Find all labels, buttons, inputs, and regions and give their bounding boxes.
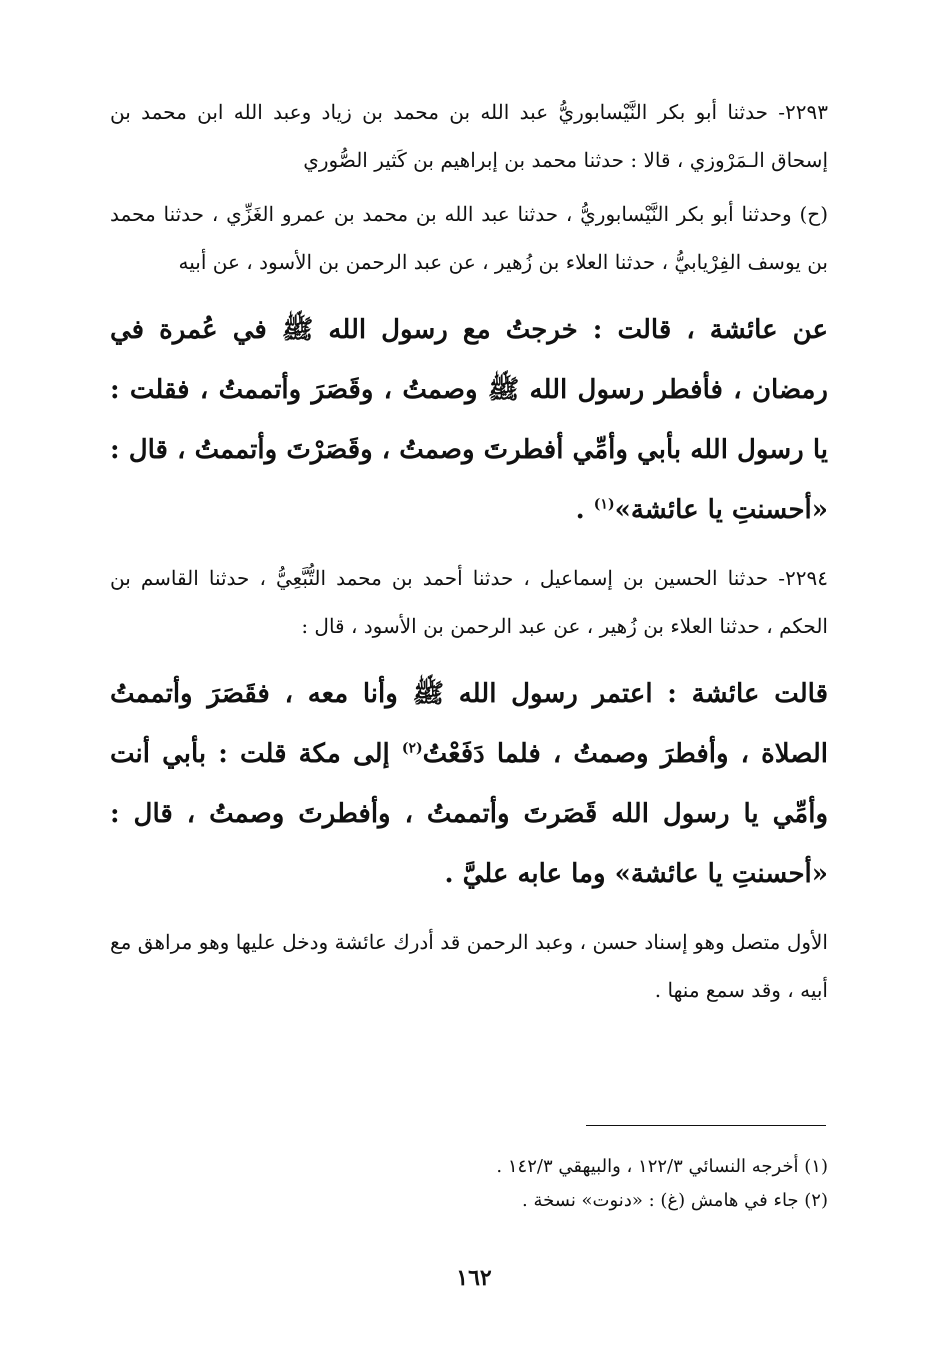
hadith-2293-matn xyxy=(110,300,828,540)
page-number: ١٦٢ xyxy=(456,1265,492,1291)
footnotes xyxy=(330,1150,828,1218)
footnote-divider xyxy=(586,1125,826,1126)
spacer xyxy=(110,650,828,664)
hadith-2293-isnad-2: (ح) وحدثنا أبو بكر النَّيْسابوريُّ ، حدثنا عبد الله بن محمد بن عمرو الغَزِّي ، حدثنا محمد بن يوسف الفِرْيابيُّ ، حدثنا العلاء بن زُهير ، عن عبد الرحمن بن الأسود ، عن أبيه xyxy=(110,202,828,274)
hadith-2294-matn-text-1: قالت عائشة : اعتمر رسول الله ﷺ وأنا معه ، فقَصَرَ وأتممتُ الصلاة ، وأفطرَ وصمتُ ، فلما دَفَعْتُ xyxy=(110,679,828,769)
footnote-1: (١) أخرجه النسائي ١٢٢/٣ ، والبيهقي ١٤٢/٣ . xyxy=(496,1156,828,1177)
hadith-2293-matn-text: عن عائشة ، قالت : خرجتُ مع رسول الله ﷺ في عُمرة في رمضان ، فأفطر رسول الله ﷺ وصمتُ ، وقَصَرَ وأتممتُ ، فقلت : يا رسول الله بأبي وأمِّي أفطرتَ وصمتُ ، وقَصَرْتَ وأتممتُ ، قال : «أحسنتِ يا عائشة» xyxy=(110,315,828,525)
page-body xyxy=(110,88,828,1014)
spacer xyxy=(110,904,828,918)
hadith-2293-isnad-1: ٢٢٩٣- حدثنا أبو بكر النَّيْسابوريُّ عبد الله بن محمد بن زياد وعبد الله ابن محمد بن إسحاق الـمَرْوزي ، قالا : حدثنا محمد بن إبراهيم بن كَثير الصُّوري xyxy=(110,100,828,172)
hadith-2294-isnad: ٢٢٩٤- حدثنا الحسين بن إسماعيل ، حدثنا أحمد بن محمد التُّبَّعِيُّ ، حدثنا القاسم بن الحكم ، حدثنا العلاء بن زُهير ، عن عبد الرحمن بن الأسود ، قال : xyxy=(110,566,828,638)
hadith-2294-matn xyxy=(110,664,828,904)
footnote-ref-1[interactable]: (١) xyxy=(593,496,615,513)
hadith-2294-commentary: الأول متصل وهو إسناد حسن ، وعبد الرحمن قد أدرك عائشة ودخل عليها وهو مراهق مع أبيه ، وقد سمع منها . xyxy=(110,930,828,1002)
hadith-2294-matn-text-2: إلى مكة قلت : بأبي أنت وأمِّي يا رسول الله قَصَرتَ وأتممتُ ، وأفطرتَ وصمتُ ، قال : «أحسنتِ يا عائشة» وما عابه عليَّ . xyxy=(110,739,828,889)
footnote-2: (٢) جاء في هامش (غ) : «دنوت» نسخة . xyxy=(522,1190,828,1211)
hadith-2293-matn-end: . xyxy=(575,495,594,525)
spacer xyxy=(110,540,828,554)
spacer xyxy=(110,286,828,300)
footnote-ref-2[interactable]: (٢) xyxy=(401,740,423,757)
